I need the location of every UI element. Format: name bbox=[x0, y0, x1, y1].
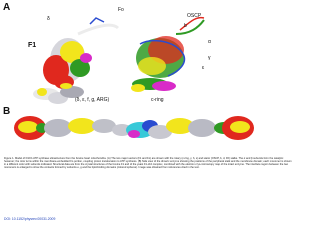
label-delta: δ bbox=[47, 16, 50, 22]
label-rotor: (δ, ε, f, g, ARG) bbox=[75, 97, 110, 103]
citation-link[interactable]: DOI: 10.1152/physrev.00031.2009 bbox=[4, 217, 56, 221]
figure-caption: Figure 1. Model of F1FO-ATP synthase ultrastructure from the bovine heart mitochondria. (A) The two major sectors (F1 and Fo) are shown with the rotary (c-ring, γ, δ, ε) and stator (OSCP, b, d, F6) stalks. The α and β subunits form the catalytic hexamer; the rotor turns within the membrane-embedded Fo portion, coupling proton translocation to ATP synthesis. (B) Side view of the dimeric enzyme showing the positions of the peripheral stalk and the membrane domain; each monomer is shown in a different color with subunits indicated. Structural data are from the crystal structures of the bovine F1 and of the yeast F1-c10 complex, combined with the electron cryo-microscopy map of the intact enzyme. The interface region between the two monomers is enlarged to show the contacts formed by subunits e, g and the lipid-binding domains (colored spheres). Image was obtained from references cited in the text. bbox=[4, 157, 292, 170]
panel-label-b: B bbox=[3, 106, 11, 117]
label-gamma: γ bbox=[208, 55, 211, 61]
label-f1: F1 bbox=[28, 42, 37, 49]
label-alpha: α bbox=[208, 39, 211, 45]
panel-b-dimer-model bbox=[14, 116, 254, 140]
panel-a-surface-model bbox=[33, 18, 118, 104]
label-fo: Fo bbox=[118, 7, 124, 13]
label-c-ring: c-ring bbox=[151, 97, 164, 103]
panel-a-ribbon-model bbox=[131, 18, 204, 92]
panel-label-a: A bbox=[3, 2, 11, 13]
label-epsilon: ε bbox=[202, 65, 205, 71]
label-oscp: OSCP bbox=[187, 13, 202, 19]
label-b: b bbox=[184, 23, 187, 29]
